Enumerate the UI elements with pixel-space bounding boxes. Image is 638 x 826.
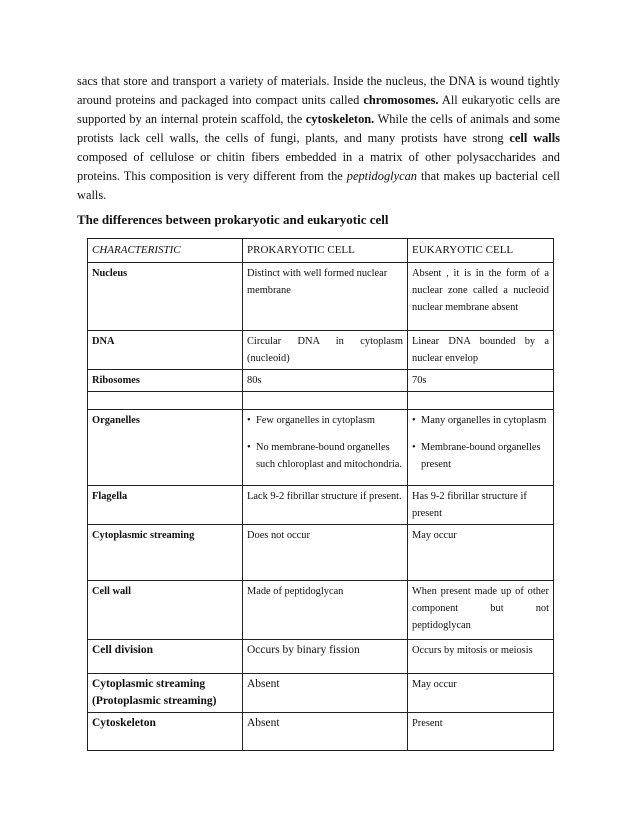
row-label: Cell wall — [88, 581, 243, 640]
prok-cell: Absent — [243, 713, 408, 751]
prok-cell: Occurs by binary fission — [243, 640, 408, 674]
row-label: Cytoplasmic streaming — [88, 525, 243, 581]
empty-cell — [408, 392, 554, 410]
table-row — [88, 674, 554, 713]
euk-cell: Linear DNA bounded by a nuclear envelop — [408, 331, 554, 370]
euk-cell: Present — [408, 713, 554, 751]
list-item: • Many organelles in cytoplasm — [412, 412, 549, 429]
table-row — [88, 331, 554, 370]
row-label: Flagella — [88, 486, 243, 525]
table-row — [88, 581, 554, 640]
term-cytoskeleton: cytoskeleton. — [305, 112, 375, 126]
row-label — [88, 674, 243, 713]
euk-cell — [408, 410, 554, 486]
list-item: • Few organelles in cytoplasm — [247, 412, 403, 429]
table-row — [88, 713, 554, 751]
para-text-5: that makes up bacterial cell walls. — [77, 169, 560, 202]
para-text-4: composed of cellulose or chitin fibers embedded in a matrix of other polysaccharides and proteins. This composition is very different from the — [77, 150, 560, 183]
row-label: Ribosomes — [88, 370, 243, 392]
row-label-line: (Protoplasmic streaming) — [92, 695, 217, 707]
row-label-line: Cytoplasmic streaming — [92, 678, 206, 690]
section-heading: The differences between prokaryotic and eukaryotic cell — [77, 212, 389, 227]
table-row — [88, 486, 554, 525]
prok-cell: Distinct with well formed nuclear membrane — [243, 263, 408, 331]
prok-cell — [243, 410, 408, 486]
bullet-list — [247, 412, 403, 473]
term-chromosomes: chromosomes. — [363, 93, 439, 107]
table-row — [88, 370, 554, 392]
row-label: DNA — [88, 331, 243, 370]
para-text-2: All eukaryotic cells are supported by an internal protein scaffold, the — [77, 93, 560, 126]
row-label: Cytoskeleton — [88, 713, 243, 751]
para-text-3: While the cells of animals and some protists lack cell walls, the cells of fungi, plants, and many protists have strong — [77, 112, 560, 145]
bullet-list — [412, 412, 549, 473]
list-item: • Membrane-bound organelles present — [412, 439, 549, 473]
euk-cell: May occur — [408, 525, 554, 581]
table-header-row — [88, 239, 554, 263]
empty-cell — [243, 392, 408, 410]
table-row — [88, 410, 554, 486]
euk-cell: Occurs by mitosis or meiosis — [408, 640, 554, 674]
row-label: Cell division — [88, 640, 243, 674]
row-label: Nucleus — [88, 263, 243, 331]
header-characteristic: CHARACTERISTIC — [88, 239, 243, 263]
header-prokaryotic: PROKARYOTIC CELL — [243, 239, 408, 263]
row-label: Organelles — [88, 410, 243, 486]
prok-cell: Made of peptidoglycan — [243, 581, 408, 640]
intro-paragraph — [77, 72, 560, 205]
list-item: • No membrane-bound organelles such chloroplast and mitochondria. — [247, 439, 403, 473]
header-eukaryotic: EUKARYOTIC CELL — [408, 239, 554, 263]
prok-cell: 80s — [243, 370, 408, 392]
term-cell-walls: cell walls — [509, 131, 560, 145]
empty-cell — [88, 392, 243, 410]
prok-cell: Circular DNA in cytoplasm (nucleoid) — [243, 331, 408, 370]
euk-cell: Has 9-2 fibrillar structure if present — [408, 486, 554, 525]
table-row-empty — [88, 392, 554, 410]
prok-cell: Lack 9-2 fibrillar structure if present. — [243, 486, 408, 525]
euk-cell: When present made up of other component but not peptidoglycan — [408, 581, 554, 640]
table-row — [88, 640, 554, 674]
comparison-table — [87, 238, 554, 751]
euk-cell: Absent , it is in the form of a nuclear zone called a nucleoid nuclear membrane absent — [408, 263, 554, 331]
term-peptidoglycan: peptidoglycan — [346, 169, 417, 183]
euk-cell: May occur — [408, 674, 554, 713]
table-row — [88, 263, 554, 331]
prok-cell: Does not occur — [243, 525, 408, 581]
prok-cell: Absent — [243, 674, 408, 713]
euk-cell: 70s — [408, 370, 554, 392]
para-text-1: sacs that store and transport a variety of materials. Inside the nucleus, the DNA is wound tightly around proteins and packaged into compact units called — [77, 74, 560, 107]
table-row — [88, 525, 554, 581]
